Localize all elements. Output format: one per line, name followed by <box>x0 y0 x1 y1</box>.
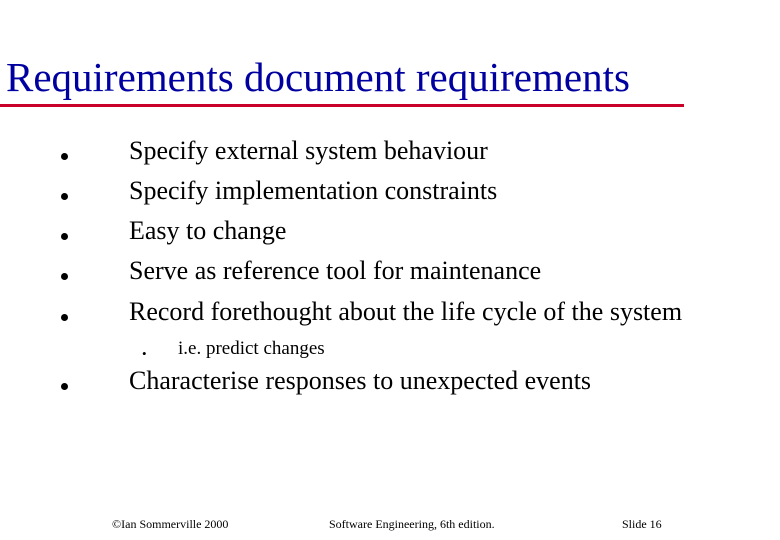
sub-bullet-dot-icon: • <box>142 346 147 361</box>
bullet-text: Record forethought about the life cycle of the system <box>129 297 683 326</box>
bullet-dot-icon <box>61 314 68 321</box>
bullet-dot-icon <box>61 233 68 240</box>
bullet-dot-icon <box>61 273 68 280</box>
bullet-dot-icon <box>61 383 68 390</box>
sub-bullet-text: i.e. predict changes <box>178 338 325 359</box>
bullet-text: Characterise responses to unexpected events <box>129 366 592 395</box>
bullet-text: Serve as reference tool for maintenance <box>129 256 542 285</box>
bullet-text: Specify external system behaviour <box>129 136 488 165</box>
bullet-text: Specify implementation constraints <box>129 176 498 205</box>
bullet-item <box>0 176 780 212</box>
bullet-item <box>0 136 780 172</box>
footer-copyright: ©Ian Sommerville 2000 <box>112 517 229 531</box>
bullet-item <box>0 297 780 333</box>
bullet-item <box>0 366 780 402</box>
slide-title: Requirements document requirements <box>6 54 630 100</box>
footer-slide-number: Slide 16 <box>622 517 662 531</box>
footer-book-title: Software Engineering, 6th edition. <box>329 517 495 531</box>
title-underline <box>0 104 684 107</box>
bullet-dot-icon <box>61 193 68 200</box>
bullet-item <box>0 256 780 292</box>
bullet-dot-icon <box>61 153 68 160</box>
bullet-item <box>0 216 780 252</box>
bullet-text: Easy to change <box>129 216 287 245</box>
